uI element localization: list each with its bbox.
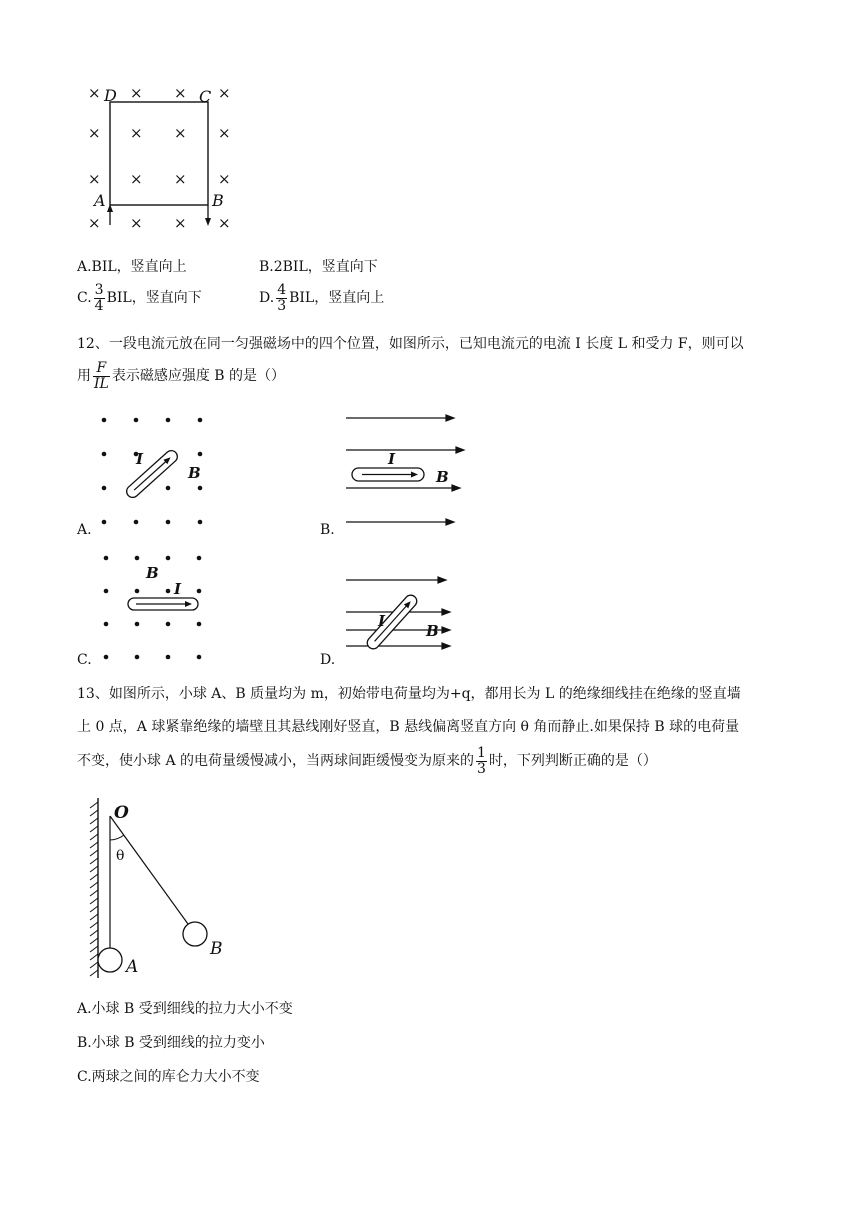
field-cross: × — [88, 124, 101, 142]
q12-figure-c — [94, 552, 214, 664]
q12-fraction — [93, 361, 110, 391]
field-dot — [166, 418, 171, 423]
field-cross: × — [218, 84, 231, 102]
field-label: B — [146, 564, 159, 582]
q13-stem-line2: 上 0 点，A 球紧靠绝缘的墙壁且其悬线刚好竖直，B 悬线偏离竖直方向 θ 角而静止.如果保持 B 球的电荷量 — [77, 719, 740, 735]
hatch-line — [90, 826, 98, 832]
q12-figure-b — [340, 408, 470, 534]
field-cross: × — [88, 84, 101, 102]
hatch-line — [90, 866, 98, 872]
q12-option-a: A. — [77, 522, 92, 538]
ball-b — [183, 922, 207, 946]
hatch-line — [90, 818, 98, 824]
q11-option-b: B.2BIL，竖直向下 — [259, 259, 378, 275]
q12-option-d: D. — [320, 652, 336, 668]
fraction-numerator: F — [96, 360, 107, 376]
field-label: B — [426, 622, 439, 640]
hatch-line — [90, 810, 98, 816]
wire-loop — [110, 102, 208, 205]
hatch-line — [90, 882, 98, 888]
wall-hatching — [90, 802, 98, 976]
corner-label-b: B — [212, 191, 224, 210]
q13-option-a: A.小球 B 受到细线的拉力大小不变 — [77, 1001, 293, 1017]
q13-stem-line3 — [77, 746, 657, 776]
field-dot — [134, 520, 139, 525]
hatch-line — [90, 970, 98, 976]
field-dot — [104, 556, 109, 561]
fraction-denominator: 4 — [94, 297, 104, 314]
q11-loop-figure — [82, 82, 238, 234]
field-label: B — [436, 468, 449, 486]
field-dot — [102, 486, 107, 491]
fraction-numerator: 1 — [477, 745, 486, 761]
field-dot — [135, 655, 140, 660]
q11-option-c-text: BIL，竖直向下 — [106, 290, 202, 307]
field-dot — [104, 589, 109, 594]
current-label: I — [174, 580, 182, 598]
field-dot — [166, 486, 171, 491]
field-dot — [135, 556, 140, 561]
q11-option-a: A.BIL，竖直向上 — [77, 259, 187, 275]
q11-option-d-label: D. — [259, 290, 275, 307]
ball-label-b: B — [210, 939, 223, 959]
q13-fraction — [476, 746, 487, 776]
field-cross: × — [130, 84, 143, 102]
current-label: I — [136, 450, 144, 468]
hatch-line — [90, 858, 98, 864]
q11-option-c — [77, 283, 202, 313]
q11-option-d-text: BIL，竖直向上 — [289, 290, 385, 307]
field-dot — [166, 589, 171, 594]
field-dot — [197, 655, 202, 660]
q13-option-c: C.两球之间的库仑力大小不变 — [77, 1069, 260, 1085]
field-dot — [102, 452, 107, 457]
current-label: I — [378, 612, 386, 630]
fraction-numerator: 3 — [94, 282, 104, 298]
field-dot — [102, 418, 107, 423]
field-cross: × — [130, 170, 143, 188]
hatch-line — [90, 938, 98, 944]
q13-stem-line1: 13、如图所示，小球 A、B 质量均为 m，初始带电荷量均为+q，都用长为 L 的绝缘细线挂在绝缘的竖直墙 — [77, 686, 741, 702]
q11-option-c-fraction — [94, 283, 105, 313]
corner-label-a: A — [94, 191, 106, 210]
q12-figure-a — [92, 412, 212, 534]
fraction-denominator: IL — [94, 375, 109, 392]
fraction-numerator: 4 — [277, 282, 287, 298]
q12-stem-line1: 12、一段电流元放在同一匀强磁场中的四个位置，如图所示，已知电流元的电流 I 长度 L 和受力 F，则可以 — [77, 336, 744, 352]
q11-option-c-label: C. — [77, 290, 92, 307]
field-dot — [198, 418, 203, 423]
field-cross: × — [130, 124, 143, 142]
field-dot — [166, 520, 171, 525]
hatch-line — [90, 906, 98, 912]
q11-option-d — [259, 283, 384, 313]
hatch-line — [90, 898, 98, 904]
hatch-line — [90, 850, 98, 856]
field-cross: × — [174, 170, 187, 188]
hatch-line — [90, 842, 98, 848]
field-cross: × — [174, 124, 187, 142]
q11-option-d-fraction — [276, 283, 287, 313]
field-dot — [135, 589, 140, 594]
field-cross: × — [174, 84, 187, 102]
ball-label-a: A — [126, 957, 139, 977]
point-label-o: O — [114, 803, 129, 823]
field-cross: × — [88, 170, 101, 188]
q12-option-b: B. — [320, 522, 335, 538]
thread-b — [110, 816, 188, 924]
hatch-line — [90, 954, 98, 960]
current-label: I — [388, 450, 396, 468]
q12-figure-d — [340, 570, 470, 670]
field-dot — [102, 520, 107, 525]
q12-stem-line2 — [77, 361, 285, 391]
field-cross: × — [218, 124, 231, 142]
q12-stem-prefix: 用 — [77, 368, 91, 385]
field-dot — [197, 622, 202, 627]
ball-a — [98, 948, 122, 972]
q13-figure — [88, 796, 238, 982]
field-cross: × — [130, 214, 143, 232]
corner-label-c: C — [199, 87, 212, 106]
hatch-line — [90, 802, 98, 808]
q13-stem-suffix: 时，下列判断正确的是（） — [488, 753, 657, 770]
field-label: B — [188, 464, 201, 482]
field-dot — [198, 452, 203, 457]
angle-label: θ — [116, 848, 125, 864]
hatch-line — [90, 946, 98, 952]
field-dot — [104, 655, 109, 660]
hatch-line — [90, 834, 98, 840]
q13-option-b: B.小球 B 受到细线的拉力变小 — [77, 1035, 265, 1051]
field-cross: × — [174, 214, 187, 232]
hatch-line — [90, 890, 98, 896]
field-dot — [166, 556, 171, 561]
hatch-line — [90, 962, 98, 968]
q13-stem-prefix: 不变，使小球 A 的电荷量缓慢减小，当两球间距缓慢变为原来的 — [77, 753, 475, 770]
field-cross: × — [218, 170, 231, 188]
hatch-line — [90, 922, 98, 928]
hatch-line — [90, 874, 98, 880]
field-dot — [198, 520, 203, 525]
hatch-line — [90, 914, 98, 920]
q12-option-c: C. — [77, 652, 92, 668]
corner-label-d: D — [104, 86, 117, 105]
hatch-line — [90, 930, 98, 936]
field-dot — [198, 486, 203, 491]
field-dot — [166, 622, 171, 627]
field-cross: × — [88, 214, 101, 232]
field-cross: × — [218, 214, 231, 232]
field-dot — [197, 589, 202, 594]
current-arrowhead-b — [205, 218, 211, 226]
field-dot — [197, 556, 202, 561]
q12-stem-suffix: 表示磁感应强度 B 的是（） — [111, 368, 286, 385]
field-dot — [166, 655, 171, 660]
field-dot — [134, 418, 139, 423]
field-dot — [135, 622, 140, 627]
fraction-denominator: 3 — [277, 297, 287, 314]
angle-arc — [110, 835, 124, 840]
field-dot — [104, 622, 109, 627]
fraction-denominator: 3 — [477, 760, 486, 777]
